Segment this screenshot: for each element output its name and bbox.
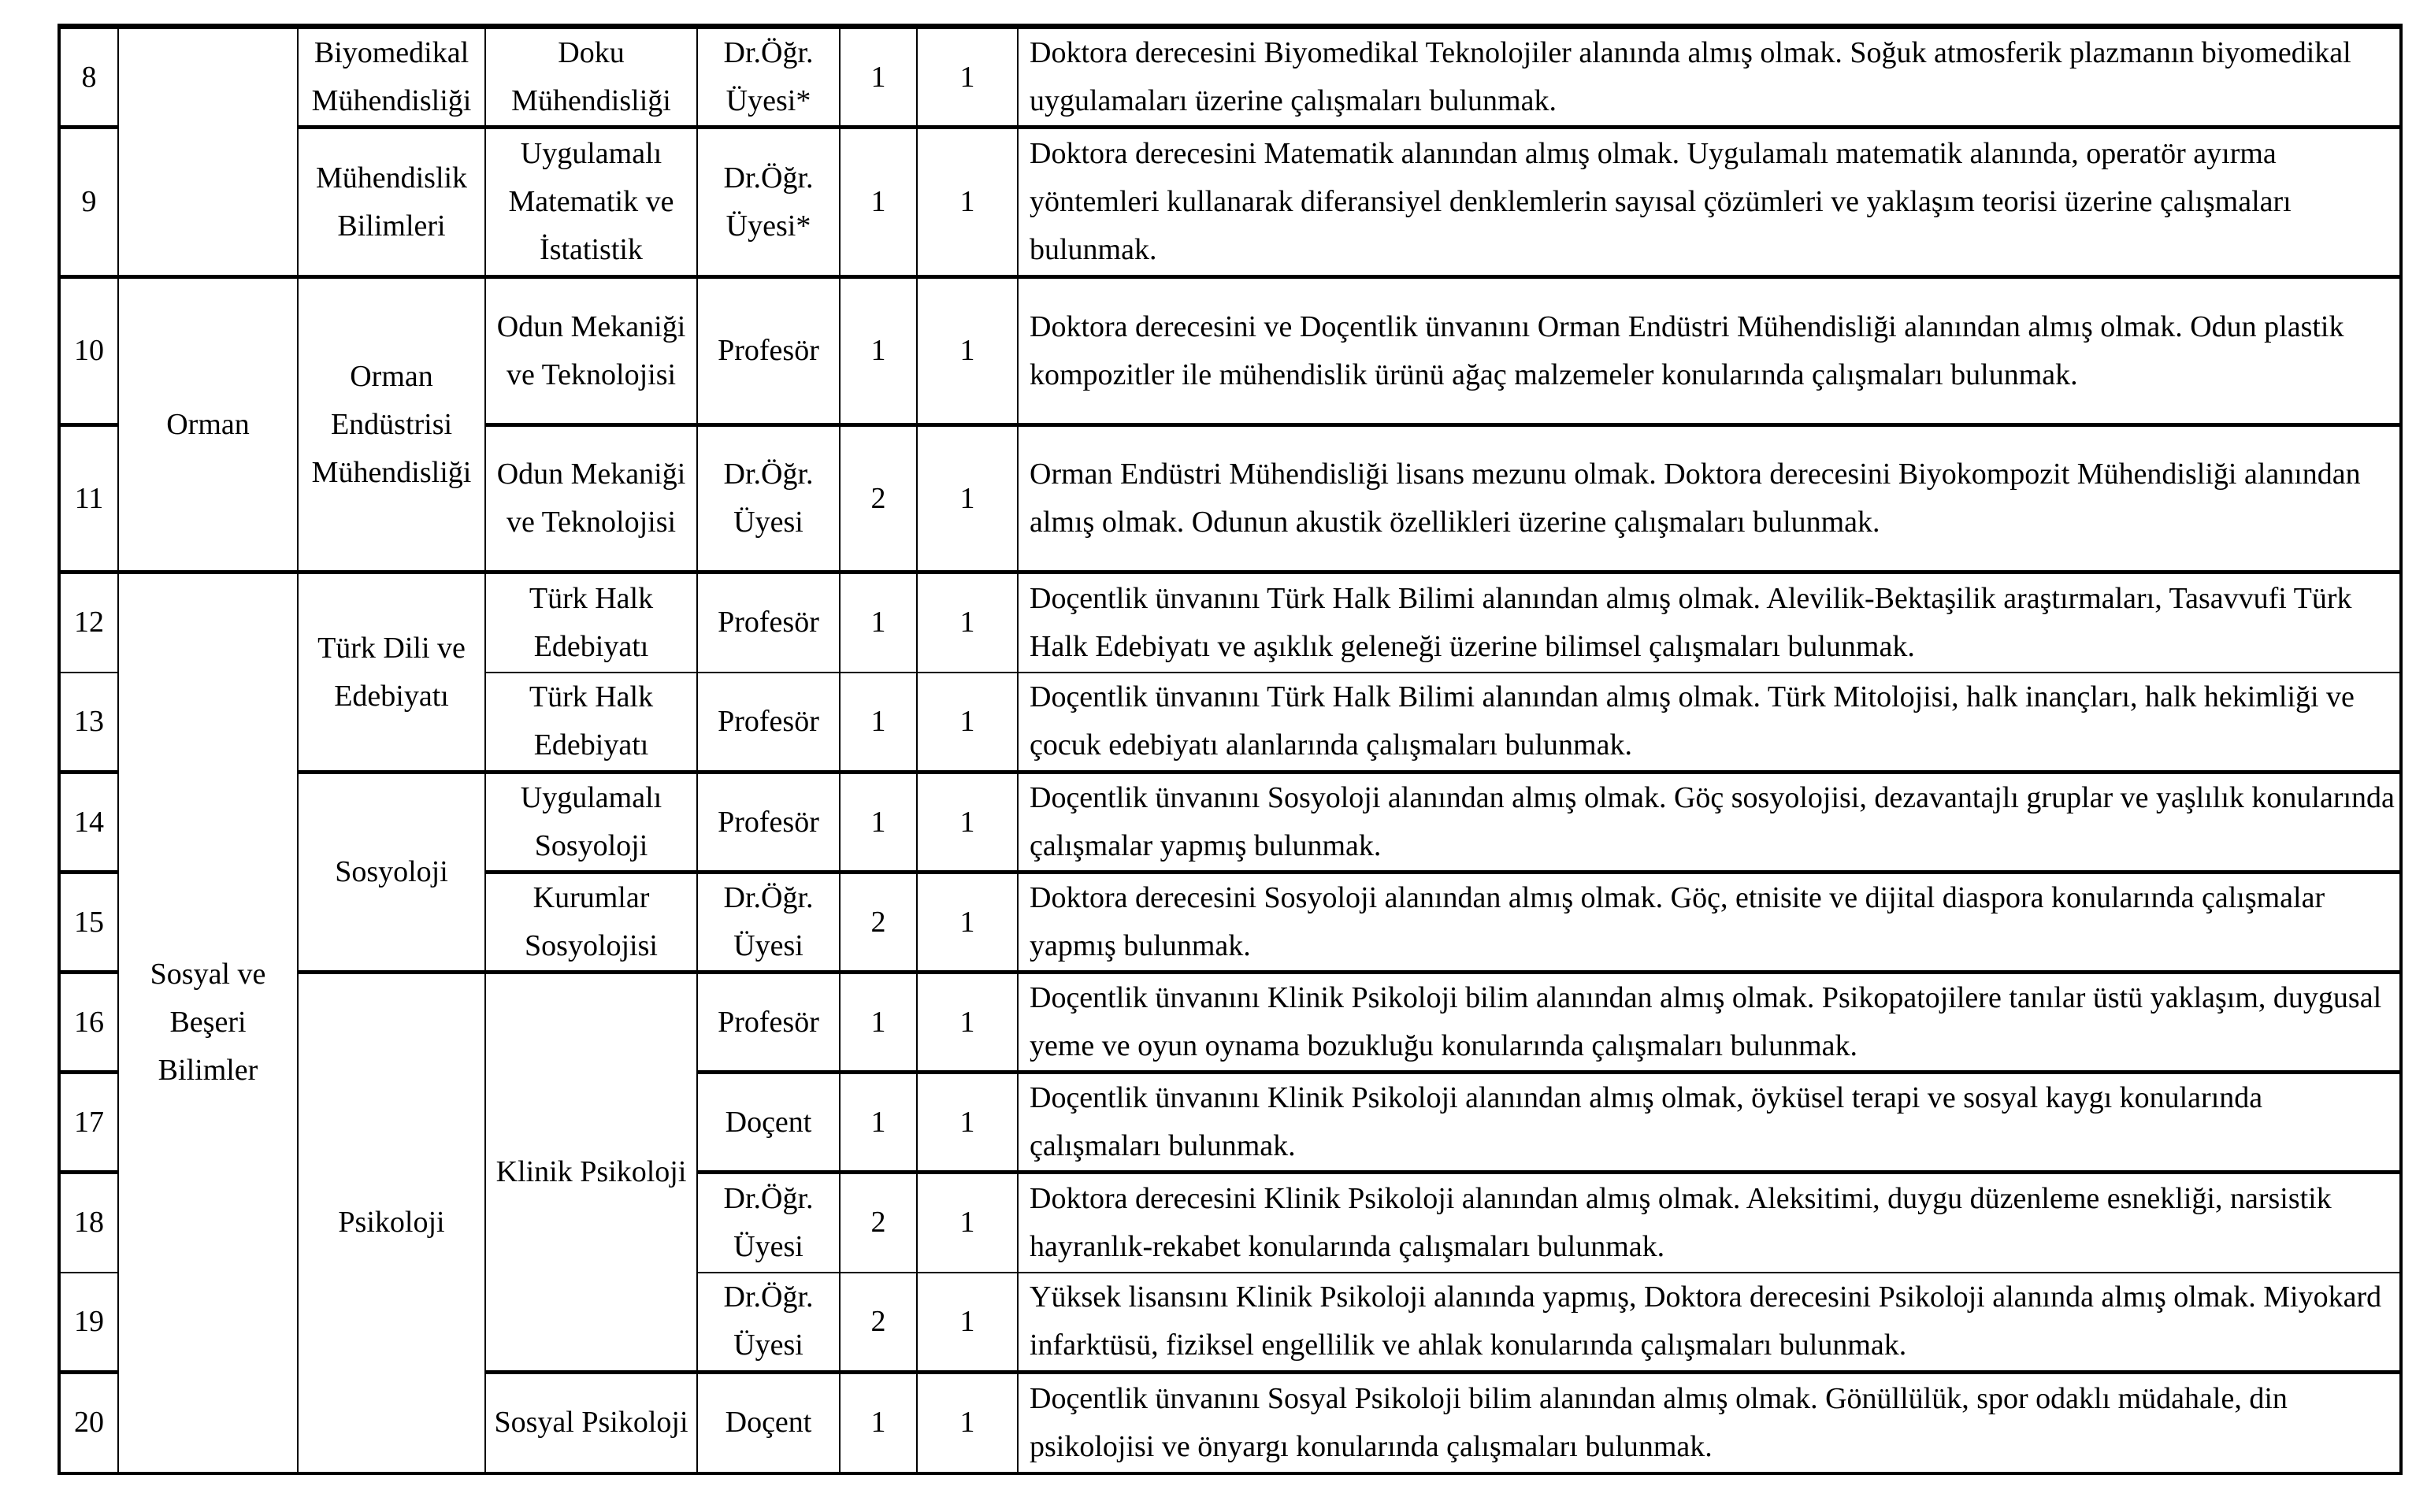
row-number: 19 bbox=[60, 1273, 118, 1373]
row-number: 14 bbox=[60, 773, 118, 873]
quota-cell: 1 bbox=[917, 973, 1018, 1073]
quota-cell: 1 bbox=[917, 773, 1018, 873]
quota-cell: 1 bbox=[917, 873, 1018, 973]
title-cell: Dr.Öğr. Üyesi* bbox=[697, 128, 840, 277]
requirements-cell: Doktora derecesini Biyomedikal Teknolojiler alanında almış olmak. Soğuk atmosferik plazmanın biyomedikal uygulamaları üzerine çalışmaları bulunmak. bbox=[1018, 28, 2400, 128]
requirements-cell: Doktora derecesini Klinik Psikoloji alanından almış olmak. Aleksitimi, duygu düzenleme esnekliği, narsistik hayranlık-rekabet konularında çalışmaları bulunmak. bbox=[1018, 1173, 2400, 1273]
department-cell: Sosyoloji bbox=[298, 773, 485, 973]
title-cell: Doçent bbox=[697, 1373, 840, 1473]
department-cell: Mühendislik Bilimleri bbox=[298, 128, 485, 277]
row-number: 10 bbox=[60, 277, 118, 425]
degree-cell: 1 bbox=[840, 773, 917, 873]
table-row bbox=[60, 773, 2400, 873]
quota-cell: 1 bbox=[917, 573, 1018, 673]
table-row bbox=[60, 277, 2400, 425]
row-number: 15 bbox=[60, 873, 118, 973]
requirements-cell: Doktora derecesini ve Doçentlik ünvanını Orman Endüstri Mühendisliği alanından almış olmak. Odun plastik kompozitler ile mühendislik ürünü ağaç malzemeler konularında çalışmaları bulunmak. bbox=[1018, 277, 2400, 425]
requirements-cell: Doçentlik ünvanını Klinik Psikoloji alanından almış olmak, öyküsel terapi ve sosyal kaygı konularında çalışmaları bulunmak. bbox=[1018, 1073, 2400, 1173]
degree-cell: 1 bbox=[840, 573, 917, 673]
degree-cell: 1 bbox=[840, 128, 917, 277]
row-number: 11 bbox=[60, 425, 118, 573]
row-number: 17 bbox=[60, 1073, 118, 1173]
row-number: 16 bbox=[60, 973, 118, 1073]
title-cell: Profesör bbox=[697, 673, 840, 773]
requirements-cell: Doktora derecesini Sosyoloji alanından almış olmak. Göç, etnisite ve dijital diaspora konularında çalışmalar yapmış bulunmak. bbox=[1018, 873, 2400, 973]
department-cell: Psikoloji bbox=[298, 973, 485, 1473]
faculty-cell bbox=[118, 28, 298, 277]
requirements-cell: Doçentlik ünvanını Sosyal Psikoloji bilim alanından almış olmak. Gönüllülük, spor odaklı müdahale, din psikolojisi ve önyargı konularında çalışmaları bulunmak. bbox=[1018, 1373, 2400, 1473]
quota-cell: 1 bbox=[917, 1073, 1018, 1173]
table-row bbox=[60, 973, 2400, 1073]
quota-cell: 1 bbox=[917, 1273, 1018, 1373]
area-cell: Türk Halk Edebiyatı bbox=[485, 573, 697, 673]
row-number: 12 bbox=[60, 573, 118, 673]
row-number: 18 bbox=[60, 1173, 118, 1273]
title-cell: Dr.Öğr. Üyesi bbox=[697, 873, 840, 973]
area-cell: Uygulamalı Matematik ve İstatistik bbox=[485, 128, 697, 277]
title-cell: Profesör bbox=[697, 573, 840, 673]
title-cell: Dr.Öğr. Üyesi bbox=[697, 1273, 840, 1373]
area-cell: Odun Mekaniği ve Teknolojisi bbox=[485, 277, 697, 425]
requirements-cell: Doçentlik ünvanını Sosyoloji alanından almış olmak. Göç sosyolojisi, dezavantajlı gruplar ve yaşlılık konularında çalışmalar yapmış bulunmak. bbox=[1018, 773, 2400, 873]
department-cell: Türk Dili ve Edebiyatı bbox=[298, 573, 485, 773]
quota-cell: 1 bbox=[917, 1373, 1018, 1473]
title-cell: Doçent bbox=[697, 1073, 840, 1173]
area-cell: Odun Mekaniği ve Teknolojisi bbox=[485, 425, 697, 573]
department-cell: Biyomedikal Mühendisliği bbox=[298, 28, 485, 128]
requirements-cell: Doktora derecesini Matematik alanından almış olmak. Uygulamalı matematik alanında, operatör ayırma yöntemleri kullanarak diferansiyel denklemlerin sayısal çözümleri ve yaklaşım teorisi üzerine çalışmaları bulunmak. bbox=[1018, 128, 2400, 277]
quota-cell: 1 bbox=[917, 128, 1018, 277]
quota-cell: 1 bbox=[917, 28, 1018, 128]
row-number: 20 bbox=[60, 1373, 118, 1473]
area-cell: Klinik Psikoloji bbox=[485, 973, 697, 1373]
requirements-cell: Doçentlik ünvanını Klinik Psikoloji bilim alanından almış olmak. Psikopatojilere tanılar üstü yaklaşım, duygusal yeme ve oyun oynama bozukluğu konularında çalışmaları bulunmak. bbox=[1018, 973, 2400, 1073]
requirements-cell: Yüksek lisansını Klinik Psikoloji alanında yapmış, Doktora derecesini Psikoloji alanında almış olmak. Miyokard infarktüsü, fiziksel engellilik ve ahlak konularında çalışmaları bulunmak. bbox=[1018, 1273, 2400, 1373]
degree-cell: 1 bbox=[840, 973, 917, 1073]
faculty-cell: Orman bbox=[118, 277, 298, 573]
title-cell: Profesör bbox=[697, 277, 840, 425]
row-number: 9 bbox=[60, 128, 118, 277]
area-cell: Doku Mühendisliği bbox=[485, 28, 697, 128]
area-cell: Türk Halk Edebiyatı bbox=[485, 673, 697, 773]
title-cell: Profesör bbox=[697, 973, 840, 1073]
quota-cell: 1 bbox=[917, 673, 1018, 773]
quota-cell: 1 bbox=[917, 425, 1018, 573]
degree-cell: 2 bbox=[840, 1273, 917, 1373]
title-cell: Dr.Öğr. Üyesi bbox=[697, 425, 840, 573]
academic-positions-table bbox=[59, 25, 2401, 1473]
row-number: 8 bbox=[60, 28, 118, 128]
degree-cell: 1 bbox=[840, 277, 917, 425]
area-cell: Kurumlar Sosyolojisi bbox=[485, 873, 697, 973]
area-cell: Uygulamalı Sosyoloji bbox=[485, 773, 697, 873]
department-cell: Orman Endüstrisi Mühendisliği bbox=[298, 277, 485, 573]
faculty-cell: Sosyal ve Beşeri Bilimler bbox=[118, 573, 298, 1473]
requirements-cell: Doçentlik ünvanını Türk Halk Bilimi alanından almış olmak. Türk Mitolojisi, halk inançları, halk hekimliği ve çocuk edebiyatı alanlarında çalışmaları bulunmak. bbox=[1018, 673, 2400, 773]
degree-cell: 1 bbox=[840, 673, 917, 773]
table-row bbox=[60, 573, 2400, 673]
table-row bbox=[60, 128, 2400, 277]
requirements-cell: Doçentlik ünvanını Türk Halk Bilimi alanından almış olmak. Alevilik-Bektaşilik araştırmaları, Tasavvufi Türk Halk Edebiyatı ve aşıklık geleneği üzerine bilimsel çalışmaları bulunmak. bbox=[1018, 573, 2400, 673]
degree-cell: 2 bbox=[840, 425, 917, 573]
title-cell: Profesör bbox=[697, 773, 840, 873]
requirements-cell: Orman Endüstri Mühendisliği lisans mezunu olmak. Doktora derecesini Biyokompozit Mühendisliği alanından almış olmak. Odunun akustik özellikleri üzerine çalışmaları bulunmak. bbox=[1018, 425, 2400, 573]
degree-cell: 1 bbox=[840, 1073, 917, 1173]
quota-cell: 1 bbox=[917, 277, 1018, 425]
degree-cell: 2 bbox=[840, 1173, 917, 1273]
title-cell: Dr.Öğr. Üyesi* bbox=[697, 28, 840, 128]
table-row bbox=[60, 28, 2400, 128]
area-cell: Sosyal Psikoloji bbox=[485, 1373, 697, 1473]
quota-cell: 1 bbox=[917, 1173, 1018, 1273]
title-cell: Dr.Öğr. Üyesi bbox=[697, 1173, 840, 1273]
row-number: 13 bbox=[60, 673, 118, 773]
degree-cell: 1 bbox=[840, 1373, 917, 1473]
degree-cell: 2 bbox=[840, 873, 917, 973]
degree-cell: 1 bbox=[840, 28, 917, 128]
